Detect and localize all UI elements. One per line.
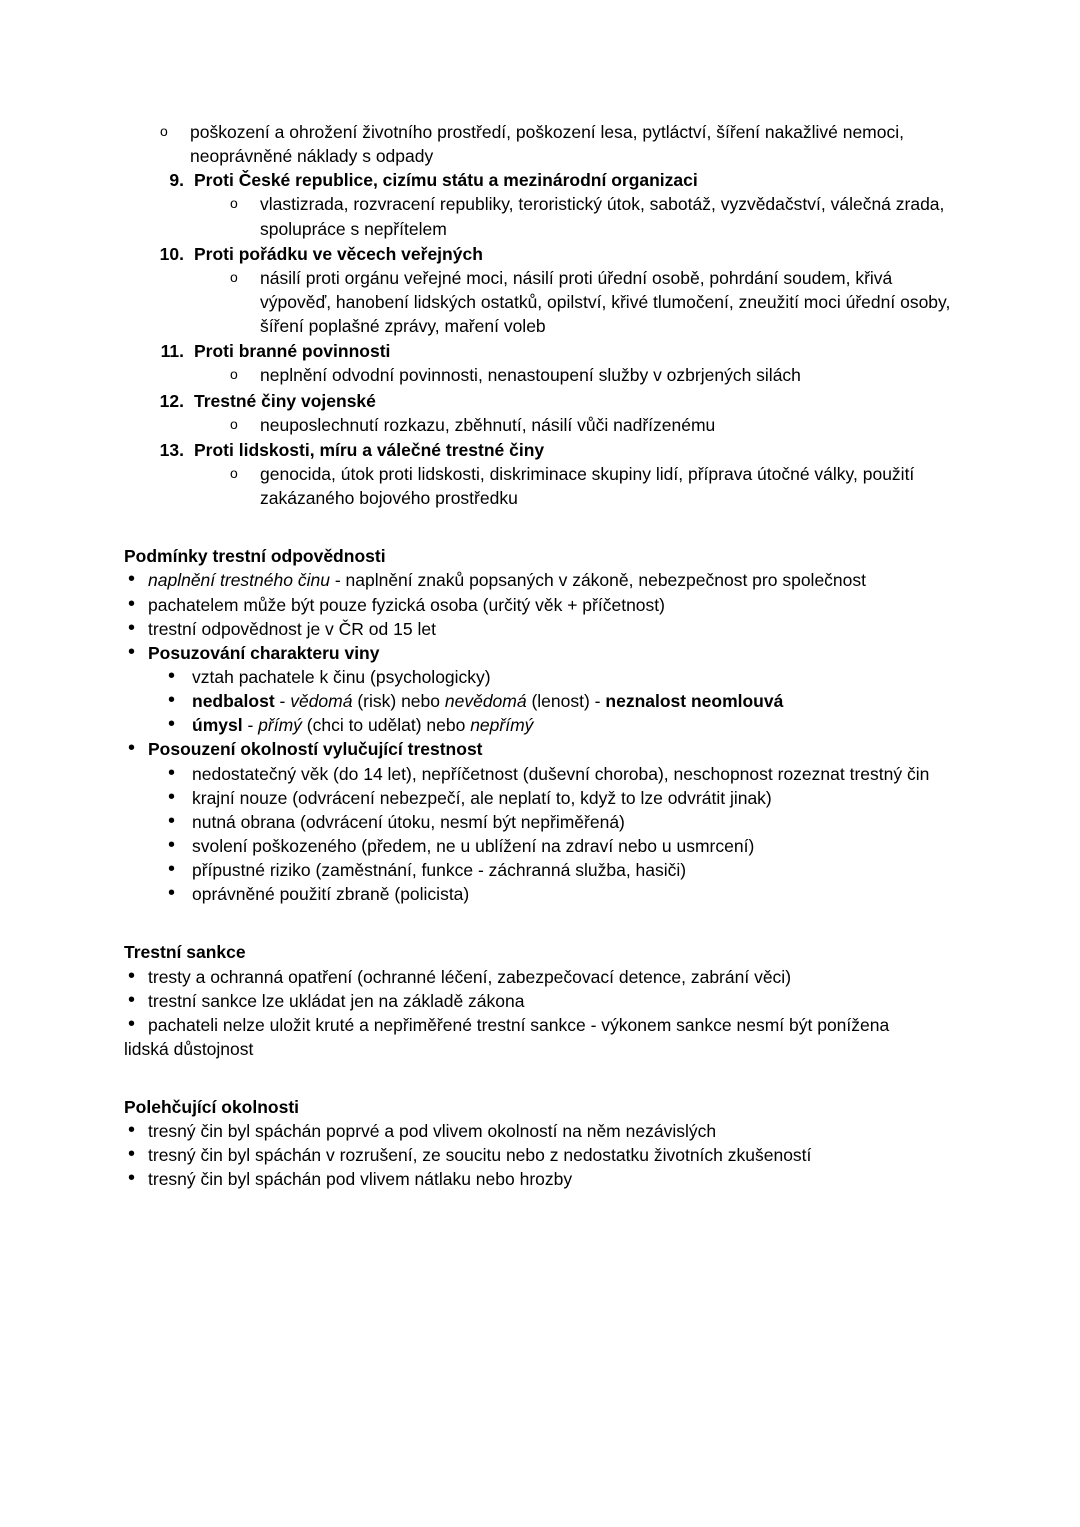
list-item <box>124 713 962 737</box>
list-item <box>124 989 962 1013</box>
outline-heading: Proti lidskosti, míru a válečné trestné činy <box>194 439 545 460</box>
list-item-text: tresný čin byl spáchán v rozrušení, ze soucitu nebo z nedostatku životních zkušeností <box>148 1145 812 1166</box>
outline-number: 10. <box>159 243 184 264</box>
list-item-text: nutná obrana (odvrácení útoku, nesmí být nepřiměřená) <box>192 811 625 832</box>
list-item-text: neznalost neomlouvá <box>605 691 784 712</box>
list-item-text: násilí proti orgánu veřejné moci, násilí proti úřední osobě, pohrdání soudem, křivá výpověď, hanobení lidských ostatků, opilství, křivé tlumočení, zneužití moci úřední osoby, šíření poplašné zprávy, maření voleb <box>260 267 951 337</box>
okolnosti-vylucujici-sublist <box>124 762 962 907</box>
list-item-text: nevědomá <box>444 691 527 712</box>
list-item-text: vztah pachatele k činu (psychologicky) <box>192 666 491 687</box>
outline-number: 9. <box>169 170 184 191</box>
circle-bullet-icon: o <box>230 464 238 481</box>
circle-bullet-icon: o <box>160 123 168 139</box>
list-item-text: (chci to udělat) nebo <box>301 715 471 736</box>
list-item-text: - <box>274 691 291 712</box>
list-item <box>194 363 962 387</box>
list-item <box>194 266 962 338</box>
trestni-sankce-tail-text: lidská důstojnost <box>124 1038 254 1059</box>
list-item <box>124 810 962 834</box>
list-item-text: oprávněné použití zbraně (policista) <box>192 884 470 905</box>
list-item-text: genocida, útok proti lidskosti, diskriminace skupiny lidí, příprava útočné války, použití zakázaného bojového prostředku <box>260 463 915 509</box>
outline-continuation-list <box>124 120 962 168</box>
list-item <box>124 665 962 689</box>
list-item-text: nedostatečný věk (do 14 let), nepříčetnost (duševní choroba), neschopnost rozeznat trestný čin <box>192 763 930 784</box>
section-heading-podminky: Podmínky trestní odpovědnosti <box>124 546 386 567</box>
outline-number: 11. <box>160 341 184 362</box>
outline-item-9 <box>124 168 962 240</box>
numbered-outline <box>124 168 962 510</box>
list-item-text: trestní sankce lze ukládat jen na základě zákona <box>148 990 525 1011</box>
list-item-text: přímý <box>258 715 302 736</box>
list-item <box>194 462 962 510</box>
list-item-text: naplnění trestného činu <box>148 570 330 591</box>
list-item-text: tresný čin byl spáchán pod vlivem nátlaku nebo hrozby <box>148 1169 573 1190</box>
list-item-text: nedbalost <box>192 691 275 712</box>
list-item <box>124 882 962 906</box>
outline-sublist <box>194 192 962 240</box>
outline-heading: Proti pořádku ve věcech veřejných <box>194 243 483 264</box>
list-item-text: Posuzování charakteru viny <box>148 642 380 663</box>
list-item <box>124 120 962 168</box>
outline-sublist <box>194 363 962 387</box>
section-heading-polehcujici: Polehčující okolnosti <box>124 1097 300 1118</box>
trestni-sankce-bullet-list <box>124 965 962 1037</box>
outline-sublist <box>194 266 962 338</box>
list-item-text: poškození a ohrožení životního prostředí, poškození lesa, pytláctví, šíření nakažlivé nemoci, neoprávněné náklady s odpady <box>190 122 904 167</box>
list-item-text: tresty a ochranná opatření (ochranné léčení, zabezpečovací detence, zabrání věci) <box>148 966 792 987</box>
outline-heading: Proti České republice, cizímu státu a mezinárodní organizaci <box>194 170 698 191</box>
list-item <box>124 617 962 641</box>
list-item-text: úmysl <box>192 715 243 736</box>
list-item-text: Posouzení okolností vylučující trestnost <box>148 739 483 760</box>
list-item <box>124 1167 962 1191</box>
list-item-text: přípustné riziko (zaměstnání, funkce - záchranná služba, hasiči) <box>192 860 687 881</box>
circle-bullet-icon: o <box>230 415 238 432</box>
list-item <box>124 786 962 810</box>
list-item-text: nepřímý <box>470 715 534 736</box>
list-item-text: pachateli nelze uložit kruté a nepřiměřené trestní sankce - výkonem sankce nesmí být ponížena <box>148 1014 890 1035</box>
list-item-text: trestní odpovědnost je v ČR od 15 let <box>148 618 436 639</box>
list-item <box>194 192 962 240</box>
list-item <box>194 413 962 437</box>
list-item <box>124 1143 962 1167</box>
circle-bullet-icon: o <box>230 366 238 383</box>
list-item <box>124 593 962 617</box>
list-item-text: - <box>242 715 259 736</box>
list-item <box>124 1119 962 1143</box>
list-item-text: vědomá <box>290 691 353 712</box>
outline-heading: Proti branné povinnosti <box>194 341 391 362</box>
outline-item-13 <box>124 438 962 510</box>
list-item-text: neuposlechnutí rozkazu, zběhnutí, násilí vůči nadřízenému <box>260 414 716 435</box>
outline-sublist <box>194 462 962 510</box>
list-item <box>124 689 962 713</box>
list-item <box>124 641 962 665</box>
podminky-bullet-list <box>124 568 962 665</box>
posouzeni-okolnosti-list <box>124 737 962 761</box>
outline-number: 12. <box>159 390 184 411</box>
list-item <box>124 762 962 786</box>
list-item-text: (lenost) - <box>526 691 606 712</box>
list-item <box>124 834 962 858</box>
list-item <box>124 965 962 989</box>
section-heading-trestni-sankce: Trestní sankce <box>124 942 246 963</box>
list-item-text: svolení poškozeného (předem, ne u ublížení na zdraví nebo u usmrcení) <box>192 835 755 856</box>
outline-sublist <box>194 413 962 437</box>
outline-item-10 <box>124 242 962 339</box>
outline-item-11 <box>124 339 962 387</box>
list-item-text: neplnění odvodní povinnosti, nenastoupení služby v ozbrjených silách <box>260 365 801 386</box>
list-item <box>124 568 962 592</box>
list-item <box>124 1013 962 1037</box>
outline-number: 13. <box>159 439 184 460</box>
list-item-text: - naplnění znaků popsaných v zákoně, nebezpečnost pro společnost <box>329 570 867 591</box>
outline-item-12 <box>124 389 962 437</box>
circle-bullet-icon: o <box>230 195 238 212</box>
list-item <box>124 858 962 882</box>
list-item-text: pachatelem může být pouze fyzická osoba (určitý věk + příčetnost) <box>148 594 665 615</box>
circle-bullet-icon: o <box>230 268 238 285</box>
list-item <box>124 737 962 761</box>
list-item-text: krajní nouze (odvrácení nebezpečí, ale neplatí to, když to lze odvrátit jinak) <box>192 787 772 808</box>
posuzovani-viny-sublist <box>124 665 962 737</box>
polehcujici-bullet-list <box>124 1119 962 1191</box>
list-item-text: (risk) nebo <box>352 691 445 712</box>
list-item-text: tresný čin byl spáchán poprvé a pod vlivem okolností na něm nezávislých <box>148 1121 717 1142</box>
outline-heading: Trestné činy vojenské <box>194 390 376 411</box>
list-item-text: vlastizrada, rozvracení republiky, teroristický útok, sabotáž, vyzvědačství, válečná zrada, spolupráce s nepřítelem <box>260 194 945 239</box>
